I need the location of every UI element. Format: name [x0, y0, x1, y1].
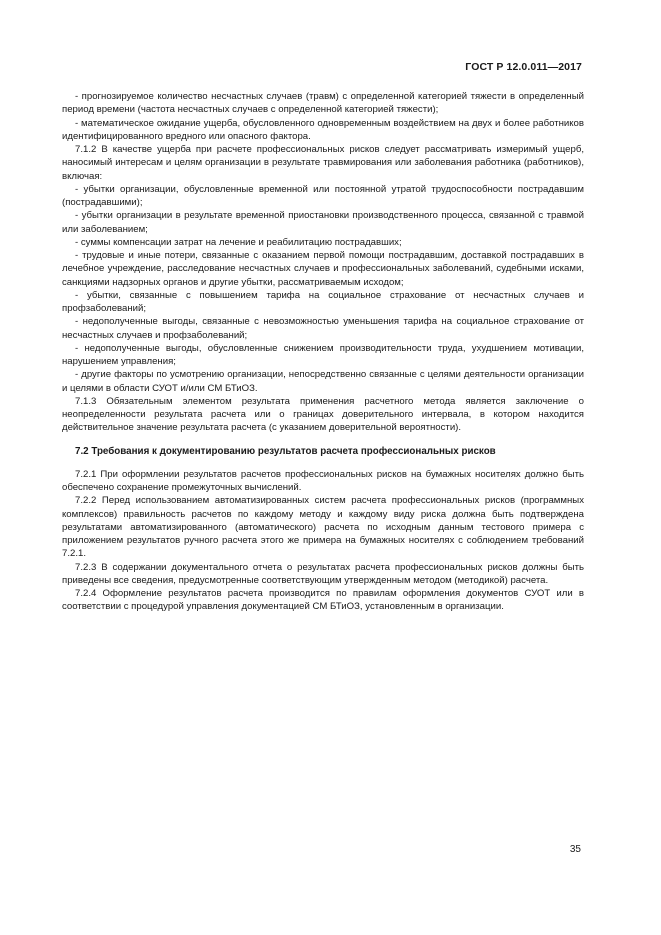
section-heading: 7.2 Требования к документированию результатов расчета профессиональных рисков — [75, 445, 496, 457]
paragraph: - убытки организации в результате временной приостановки производственного процесса, связанной с травмой или заболеванием; — [62, 210, 584, 235]
paragraph: - убытки организации, обусловленные временной или постоянной утратой трудоспособности пострадавшим (пострадавшими); — [62, 183, 584, 208]
paragraph: 7.1.3 Обязательным элементом результата применения расчетного метода является заключение о неопределенности результата расчета или о границах доверительного интервала, в котором находится действительное значение результата расчета (с указанием доверительной вероятности). — [62, 395, 584, 434]
paragraph: 7.2.1 При оформлении результатов расчетов профессиональных рисков на бумажных носителях должно быть обеспечено сохранение промежуточных вычислений. — [62, 468, 584, 493]
paragraph: - математическое ожидание ущерба, обусловленного одновременным воздействием на двух и более работников идентифицированного вредного или опасного фактора. — [62, 117, 584, 142]
paragraph: - недополученные выгоды, обусловленные снижением производительности труда, ухудшением мотивации, нарушением управления; — [62, 342, 584, 367]
document-code-header: ГОСТ Р 12.0.011—2017 — [465, 61, 582, 73]
paragraph: 7.1.2 В качестве ущерба при расчете профессиональных рисков следует рассматривать измеримый ущерб, наносимый интересам и целям организации в результате травмирования или заболевания работника (работников), включая: — [62, 144, 584, 182]
paragraph: - трудовые и иные потери, связанные с оказанием первой помощи пострадавшим, доставкой пострадавших в лечебное учреждение, расследование несчастных случаев и профессиональных заболеваний, судебными исками, санкциями надзорных органов и другие убытки, рассматриваемым исходом; — [62, 250, 584, 288]
paragraph: - убытки, связанные с повышением тарифа на социальное страхование от несчастных случаев и профзаболеваний; — [62, 289, 584, 314]
paragraph: - недополученные выгоды, связанные с невозможностью уменьшения тарифа на социальное страхование от несчастных случаев и профзаболеваний; — [62, 316, 584, 341]
paragraph: - суммы компенсации затрат на лечение и реабилитацию пострадавших; — [75, 236, 402, 248]
paragraph: - прогнозируемое количество несчастных случаев (травм) с определенной категорией тяжести в определенный период времени (частота несчастных случаев с определенной категорией тяжести); — [62, 91, 584, 116]
paragraph: 7.2.4 Оформление результатов расчета производится по правилам оформления документов СУОТ или в соответствии с процедурой управления документацией СМ БТиОЗ, установленным в организации. — [62, 588, 584, 613]
paragraph: 7.2.2 Перед использованием автоматизированных систем расчета профессиональных рисков (программных комплексов) правильность расчетов по каждому методу и каждому виду риска должна быть подтверждена результатами автоматизированного (автоматического) расчета по исходным данным тестового примера с приложением результатов ручного расчета этого же примера на бумажных носителях с соблюдением требований 7.2.1. — [62, 495, 584, 560]
document-body — [62, 90, 584, 614]
page-number: 35 — [569, 844, 581, 855]
paragraph: 7.2.3 В содержании документального отчета о результатах расчета профессиональных рисков должны быть приведены все сведения, предусмотренные соответствующим утвержденным методом (методикой) расчета. — [62, 561, 584, 586]
paragraph: - другие факторы по усмотрению организации, непосредственно связанные с целями деятельности организации и целями в области СУОТ и/или СМ БТиОЗ. — [62, 369, 584, 394]
